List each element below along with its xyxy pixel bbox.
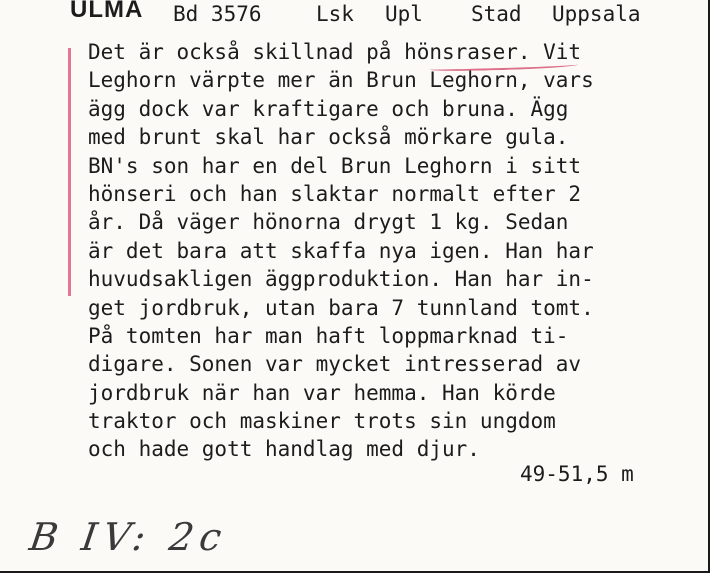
place-label: Stad (471, 2, 522, 26)
text-line: jordbruk när han var hemma. Han körde (88, 380, 556, 405)
place-name: Uppsala (552, 2, 641, 26)
recording-measure: 49-51,5 m (520, 462, 634, 486)
text-line: år. Då väger hönorna drygt 1 kg. Sedan (88, 210, 569, 235)
text-line: digare. Sonen var mycket intresserad av (88, 352, 582, 377)
archive-name: ULMA (70, 0, 144, 23)
margin-marker-line (68, 48, 71, 296)
text-line: traktor och maskiner trots sin ungdom (88, 409, 556, 434)
text-line: med brunt skal har också mörkare gula. (88, 125, 569, 150)
handwritten-signum: B IV: 2c (26, 515, 231, 559)
text-line: get jordbruk, utan bara 7 tunnland tomt. (88, 295, 594, 320)
region-code: Upl (385, 2, 423, 26)
text-line: Leghorn värpte mer än Brun Leghorn, vars (88, 68, 594, 93)
text-line: BN's son har en del Brun Leghorn i sitt (88, 153, 582, 178)
record-id: Bd 3576 (173, 2, 262, 26)
text-line: är det bara att skaffa nya igen. Han har (88, 238, 594, 263)
text-line: och hade gott handlag med djur. (88, 437, 480, 462)
text-line: Det är också skillnad på hönsraser. Vit (88, 40, 582, 64)
text-line: hönseri och han slaktar normalt efter 2 (88, 181, 582, 206)
text-line: På tomten har man haft loppmarknad ti- (88, 323, 569, 348)
parish-code: Lsk (316, 2, 354, 26)
card-header (0, 2, 700, 30)
transcript-text (88, 38, 688, 464)
text-line: huvudsakligen äggproduktion. Han har in- (88, 267, 594, 292)
text-line: ägg dock var kraftigare och bruna. Ägg (88, 96, 569, 121)
